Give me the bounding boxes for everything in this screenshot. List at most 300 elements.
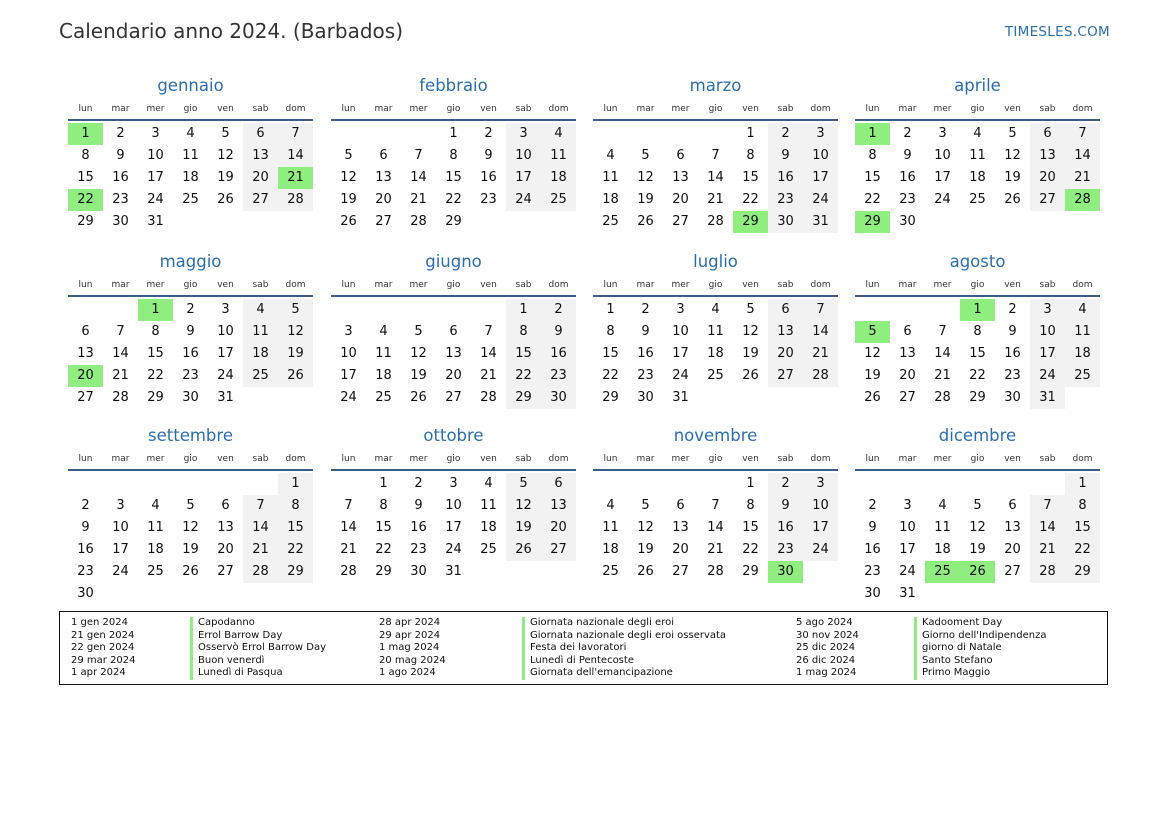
day-cell: 19: [340, 192, 357, 207]
empty-day-cell: [663, 473, 698, 495]
day-cell: 22: [375, 542, 392, 557]
day-cell: 23: [768, 189, 803, 211]
day-cell: 23: [182, 368, 199, 383]
day-cell: 25: [969, 192, 986, 207]
holiday-name: giorno di Natale: [914, 642, 1047, 655]
day-cell: 2: [868, 498, 877, 513]
day-cell: 23: [410, 542, 427, 557]
day-cell: 4: [973, 126, 982, 141]
day-cell: 28: [707, 214, 724, 229]
day-cell: 24: [340, 390, 357, 405]
day-cell: 6: [379, 148, 388, 163]
day-cell: 17: [803, 517, 838, 539]
day-cell: 29: [445, 214, 462, 229]
weekday-label: lun: [78, 280, 93, 290]
holiday-day-cell: 25: [925, 561, 960, 583]
weekday-label: mar: [374, 104, 393, 114]
day-cell: 11: [707, 324, 724, 339]
day-cell: 26: [340, 214, 357, 229]
day-grid: [68, 299, 313, 409]
day-cell: 4: [151, 498, 160, 513]
day-cell: 6: [243, 123, 278, 145]
day-cell: 23: [864, 564, 881, 579]
day-grid: [855, 123, 1100, 233]
empty-day-cell: [663, 123, 698, 145]
weekday-label: ven: [742, 104, 759, 114]
holiday-date: 29 apr 2024: [379, 629, 441, 641]
day-cell: 13: [899, 346, 916, 361]
day-cell: 13: [243, 145, 278, 167]
day-cell: 25: [707, 368, 724, 383]
day-cell: 25: [1065, 365, 1100, 387]
day-cell: 26: [742, 368, 759, 383]
day-cell: 2: [768, 473, 803, 495]
day-cell: 13: [541, 495, 576, 517]
weekday-label: gio: [183, 280, 198, 290]
day-cell: 15: [969, 346, 986, 361]
day-cell: 1: [606, 302, 615, 317]
day-cell: 16: [480, 170, 497, 185]
day-grid: [331, 123, 576, 233]
day-cell: 14: [707, 170, 724, 185]
empty-day-cell: [331, 123, 366, 145]
weekday-label: mar: [636, 454, 655, 464]
month-name: ottobre: [423, 426, 484, 445]
month-name: agosto: [949, 252, 1006, 271]
day-cell: 14: [1030, 517, 1065, 539]
day-cell: 7: [278, 123, 313, 145]
weekday-label: gio: [446, 104, 461, 114]
day-cell: 19: [969, 542, 986, 557]
day-cell: 24: [112, 564, 129, 579]
day-cell: 26: [864, 390, 881, 405]
weekday-label: lun: [865, 104, 880, 114]
day-cell: 16: [899, 170, 916, 185]
day-cell: 21: [112, 368, 129, 383]
day-cell: 10: [445, 498, 462, 513]
header-divider: [855, 295, 1100, 297]
day-cell: 28: [480, 390, 497, 405]
holiday-name: Lunedì di Pasqua: [190, 667, 326, 680]
weekday-label: gio: [708, 104, 723, 114]
month-name: febbraio: [419, 76, 488, 95]
weekday-label: mer: [146, 104, 165, 114]
month-name: dicembre: [938, 426, 1017, 445]
weekday-label: mer: [933, 104, 952, 114]
day-cell: 11: [182, 148, 199, 163]
day-cell: 10: [803, 145, 838, 167]
day-cell: 25: [182, 192, 199, 207]
empty-day-cell: [855, 473, 890, 495]
header-divider: [593, 119, 838, 121]
month-novembre: [593, 425, 838, 583]
empty-day-cell: [628, 123, 663, 145]
weekday-label: gio: [183, 454, 198, 464]
day-cell: 9: [1008, 324, 1017, 339]
holiday-date: 1 ago 2024: [379, 667, 436, 678]
day-cell: 26: [217, 192, 234, 207]
holiday-name: Errol Barrow Day: [190, 630, 326, 643]
day-cell: 1: [506, 299, 541, 321]
weekday-label: sab: [777, 454, 794, 464]
month-aprile: [855, 75, 1100, 233]
day-grid: [593, 299, 838, 409]
day-cell: 7: [1065, 123, 1100, 145]
day-cell: 25: [147, 564, 164, 579]
day-cell: 12: [1004, 148, 1021, 163]
day-cell: 3: [116, 498, 125, 513]
day-cell: 5: [278, 299, 313, 321]
day-cell: 26: [1004, 192, 1021, 207]
weekday-header: [855, 276, 1100, 294]
weekday-label: sab: [1039, 280, 1056, 290]
empty-day-cell: [925, 473, 960, 495]
day-cell: 19: [506, 517, 541, 539]
weekday-label: mar: [898, 104, 917, 114]
weekday-label: ven: [217, 280, 234, 290]
weekday-header: [855, 450, 1100, 468]
day-cell: 3: [676, 302, 685, 317]
day-cell: 22: [602, 368, 619, 383]
day-cell: 9: [484, 148, 493, 163]
day-cell: 7: [344, 498, 353, 513]
day-cell: 7: [484, 324, 493, 339]
holiday-day-cell: 30: [768, 561, 803, 583]
day-cell: 15: [1065, 517, 1100, 539]
holiday-date: 25 dic 2024: [796, 642, 856, 653]
day-cell: 5: [414, 324, 423, 339]
day-cell: 4: [186, 126, 195, 141]
day-cell: 3: [151, 126, 160, 141]
day-cell: 31: [803, 211, 838, 233]
day-cell: 13: [445, 346, 462, 361]
month-febbraio: [331, 75, 576, 233]
day-cell: 10: [217, 324, 234, 339]
day-cell: 11: [541, 145, 576, 167]
weekday-label: ven: [1004, 104, 1021, 114]
day-cell: 3: [903, 498, 912, 513]
empty-day-cell: [401, 299, 436, 321]
weekday-label: lun: [603, 454, 618, 464]
day-cell: 15: [375, 520, 392, 535]
legend-names-col-2: [522, 617, 726, 680]
day-cell: 15: [77, 170, 94, 185]
weekday-label: mer: [671, 104, 690, 114]
day-cell: 10: [803, 495, 838, 517]
day-cell: 22: [147, 368, 164, 383]
empty-day-cell: [401, 123, 436, 145]
day-grid: [68, 123, 313, 233]
day-cell: 18: [969, 170, 986, 185]
day-cell: 30: [541, 387, 576, 409]
day-cell: 20: [375, 192, 392, 207]
holiday-date: 29 mar 2024: [71, 654, 136, 666]
weekday-label: dom: [285, 454, 306, 464]
day-cell: 10: [147, 148, 164, 163]
day-cell: 7: [803, 299, 838, 321]
holiday-date: 1 mag 2024: [379, 642, 440, 653]
month-name: novembre: [673, 426, 758, 445]
day-cell: 13: [1004, 520, 1021, 535]
month-name: settembre: [148, 426, 233, 445]
day-cell: 6: [81, 324, 90, 339]
month-name: luglio: [693, 252, 738, 271]
holiday-day-cell: 1: [855, 123, 890, 145]
empty-day-cell: [960, 473, 995, 495]
holiday-name: Giornata dell'emancipazione: [522, 667, 726, 680]
day-cell: 5: [221, 126, 230, 141]
day-cell: 1: [746, 126, 755, 141]
day-cell: 18: [243, 343, 278, 365]
weekday-label: mar: [898, 280, 917, 290]
day-cell: 6: [676, 498, 685, 513]
empty-day-cell: [68, 473, 103, 495]
day-cell: 12: [637, 520, 654, 535]
day-cell: 2: [484, 126, 493, 141]
weekday-label: sab: [777, 280, 794, 290]
day-cell: 4: [938, 498, 947, 513]
day-cell: 27: [1030, 189, 1065, 211]
day-cell: 6: [221, 498, 230, 513]
day-cell: 8: [449, 148, 458, 163]
empty-day-cell: [68, 299, 103, 321]
legend-dates-col-2: [379, 617, 446, 680]
day-cell: 15: [742, 170, 759, 185]
day-cell: 9: [903, 148, 912, 163]
weekday-label: mer: [671, 280, 690, 290]
holiday-date: 5 ago 2024: [796, 617, 853, 628]
day-cell: 13: [375, 170, 392, 185]
holiday-day-cell: 26: [960, 561, 995, 583]
weekday-label: gio: [970, 104, 985, 114]
holiday-date: 1 gen 2024: [71, 617, 129, 628]
holiday-name: Primo Maggio: [914, 667, 1047, 680]
day-cell: 20: [672, 192, 689, 207]
holiday-name: Giornata nazionale degli eroi osservata: [522, 630, 726, 643]
day-cell: 29: [602, 390, 619, 405]
weekday-label: sab: [252, 454, 269, 464]
day-cell: 30: [1004, 390, 1021, 405]
day-cell: 8: [606, 324, 615, 339]
month-marzo: [593, 75, 838, 233]
day-cell: 23: [637, 368, 654, 383]
holiday-name: Lunedì di Pentecoste: [522, 655, 726, 668]
day-cell: 30: [899, 214, 916, 229]
day-cell: 11: [375, 346, 392, 361]
day-cell: 11: [934, 520, 951, 535]
weekday-label: mar: [636, 104, 655, 114]
weekday-label: sab: [515, 454, 532, 464]
day-cell: 4: [243, 299, 278, 321]
day-cell: 4: [379, 324, 388, 339]
holiday-name: Giorno dell'Indipendenza: [914, 630, 1047, 643]
day-cell: 8: [746, 498, 755, 513]
weekday-label: mer: [146, 280, 165, 290]
day-cell: 6: [676, 148, 685, 163]
day-cell: 28: [278, 189, 313, 211]
day-cell: 19: [742, 346, 759, 361]
day-cell: 23: [480, 192, 497, 207]
weekday-label: sab: [515, 104, 532, 114]
day-cell: 10: [934, 148, 951, 163]
weekday-label: ven: [742, 280, 759, 290]
legend-dates-col-1: [71, 617, 136, 680]
day-cell: 10: [672, 324, 689, 339]
day-cell: 11: [602, 170, 619, 185]
day-cell: 21: [410, 192, 427, 207]
day-cell: 14: [278, 145, 313, 167]
day-cell: 20: [1030, 167, 1065, 189]
day-grid: [593, 473, 838, 583]
day-cell: 28: [410, 214, 427, 229]
day-cell: 5: [973, 498, 982, 513]
day-cell: 19: [1004, 170, 1021, 185]
header-divider: [593, 469, 838, 471]
day-cell: 5: [641, 148, 650, 163]
day-cell: 3: [938, 126, 947, 141]
empty-day-cell: [593, 473, 628, 495]
day-cell: 3: [803, 473, 838, 495]
day-cell: 7: [711, 148, 720, 163]
weekday-label: ven: [480, 280, 497, 290]
weekday-label: lun: [603, 104, 618, 114]
day-cell: 4: [606, 498, 615, 513]
day-cell: 26: [637, 564, 654, 579]
day-cell: 4: [1065, 299, 1100, 321]
day-cell: 26: [278, 365, 313, 387]
holiday-date: 22 gen 2024: [71, 642, 135, 653]
day-cell: 14: [480, 346, 497, 361]
day-cell: 6: [768, 299, 803, 321]
day-cell: 22: [969, 368, 986, 383]
day-cell: 17: [506, 167, 541, 189]
weekday-label: lun: [341, 454, 356, 464]
day-cell: 31: [899, 586, 916, 601]
day-cell: 9: [81, 520, 90, 535]
day-cell: 15: [864, 170, 881, 185]
holiday-date: 21 gen 2024: [71, 629, 135, 641]
weekday-label: mer: [409, 280, 428, 290]
day-cell: 27: [217, 564, 234, 579]
day-cell: 26: [182, 564, 199, 579]
weekday-label: mar: [111, 104, 130, 114]
day-cell: 18: [934, 542, 951, 557]
holiday-name: Buon venerdì: [190, 655, 326, 668]
day-cell: 30: [864, 586, 881, 601]
day-cell: 9: [541, 321, 576, 343]
day-cell: 3: [1030, 299, 1065, 321]
weekday-label: sab: [515, 280, 532, 290]
day-cell: 11: [1065, 321, 1100, 343]
day-cell: 5: [641, 498, 650, 513]
weekday-label: ven: [217, 104, 234, 114]
day-cell: 10: [112, 520, 129, 535]
empty-day-cell: [243, 473, 278, 495]
day-cell: 15: [602, 346, 619, 361]
weekday-label: ven: [217, 454, 234, 464]
weekday-label: mar: [898, 454, 917, 464]
day-cell: 29: [742, 564, 759, 579]
day-cell: 4: [711, 302, 720, 317]
day-cell: 19: [217, 170, 234, 185]
weekday-label: dom: [1072, 454, 1093, 464]
day-cell: 31: [1030, 387, 1065, 409]
day-cell: 16: [864, 542, 881, 557]
empty-day-cell: [173, 473, 208, 495]
day-cell: 5: [186, 498, 195, 513]
day-cell: 21: [1065, 167, 1100, 189]
weekday-label: gio: [446, 280, 461, 290]
day-cell: 4: [484, 476, 493, 491]
day-cell: 28: [340, 564, 357, 579]
day-cell: 23: [541, 365, 576, 387]
day-cell: 23: [768, 539, 803, 561]
weekday-label: sab: [777, 104, 794, 114]
day-cell: 22: [742, 542, 759, 557]
day-cell: 2: [186, 302, 195, 317]
holiday-name: Santo Stefano: [914, 655, 1047, 668]
day-cell: 6: [1030, 123, 1065, 145]
header-divider: [68, 119, 313, 121]
month-maggio: [68, 251, 313, 409]
day-cell: 1: [1065, 473, 1100, 495]
empty-day-cell: [890, 299, 925, 321]
day-cell: 17: [217, 346, 234, 361]
day-cell: 24: [506, 189, 541, 211]
empty-day-cell: [698, 123, 733, 145]
header-divider: [855, 469, 1100, 471]
day-cell: 21: [707, 542, 724, 557]
day-cell: 16: [541, 343, 576, 365]
day-cell: 18: [182, 170, 199, 185]
day-cell: 16: [182, 346, 199, 361]
month-name: giugno: [425, 252, 482, 271]
day-cell: 30: [410, 564, 427, 579]
day-cell: 13: [672, 520, 689, 535]
day-cell: 11: [480, 498, 497, 513]
day-cell: 14: [803, 321, 838, 343]
month-dicembre: [855, 425, 1100, 605]
day-cell: 21: [340, 542, 357, 557]
holiday-day-cell: 5: [855, 321, 890, 343]
day-cell: 19: [278, 343, 313, 365]
empty-day-cell: [890, 473, 925, 495]
holiday-day-cell: 1: [960, 299, 995, 321]
holiday-day-cell: 22: [68, 189, 103, 211]
header-divider: [68, 469, 313, 471]
legend-dates-col-3: [796, 617, 859, 680]
day-cell: 23: [899, 192, 916, 207]
holiday-day-cell: 21: [278, 167, 313, 189]
day-cell: 27: [445, 390, 462, 405]
weekday-label: sab: [1039, 454, 1056, 464]
day-cell: 7: [243, 495, 278, 517]
weekday-label: dom: [548, 454, 569, 464]
day-cell: 17: [672, 346, 689, 361]
day-cell: 3: [506, 123, 541, 145]
day-cell: 10: [340, 346, 357, 361]
day-cell: 2: [541, 299, 576, 321]
day-cell: 29: [1065, 561, 1100, 583]
day-cell: 20: [768, 343, 803, 365]
day-cell: 5: [344, 148, 353, 163]
day-cell: 21: [707, 192, 724, 207]
day-cell: 16: [77, 542, 94, 557]
day-cell: 30: [182, 390, 199, 405]
site-logo-link[interactable]: TIMESLES.COM: [1004, 24, 1110, 40]
weekday-label: mer: [671, 454, 690, 464]
day-cell: 28: [112, 390, 129, 405]
